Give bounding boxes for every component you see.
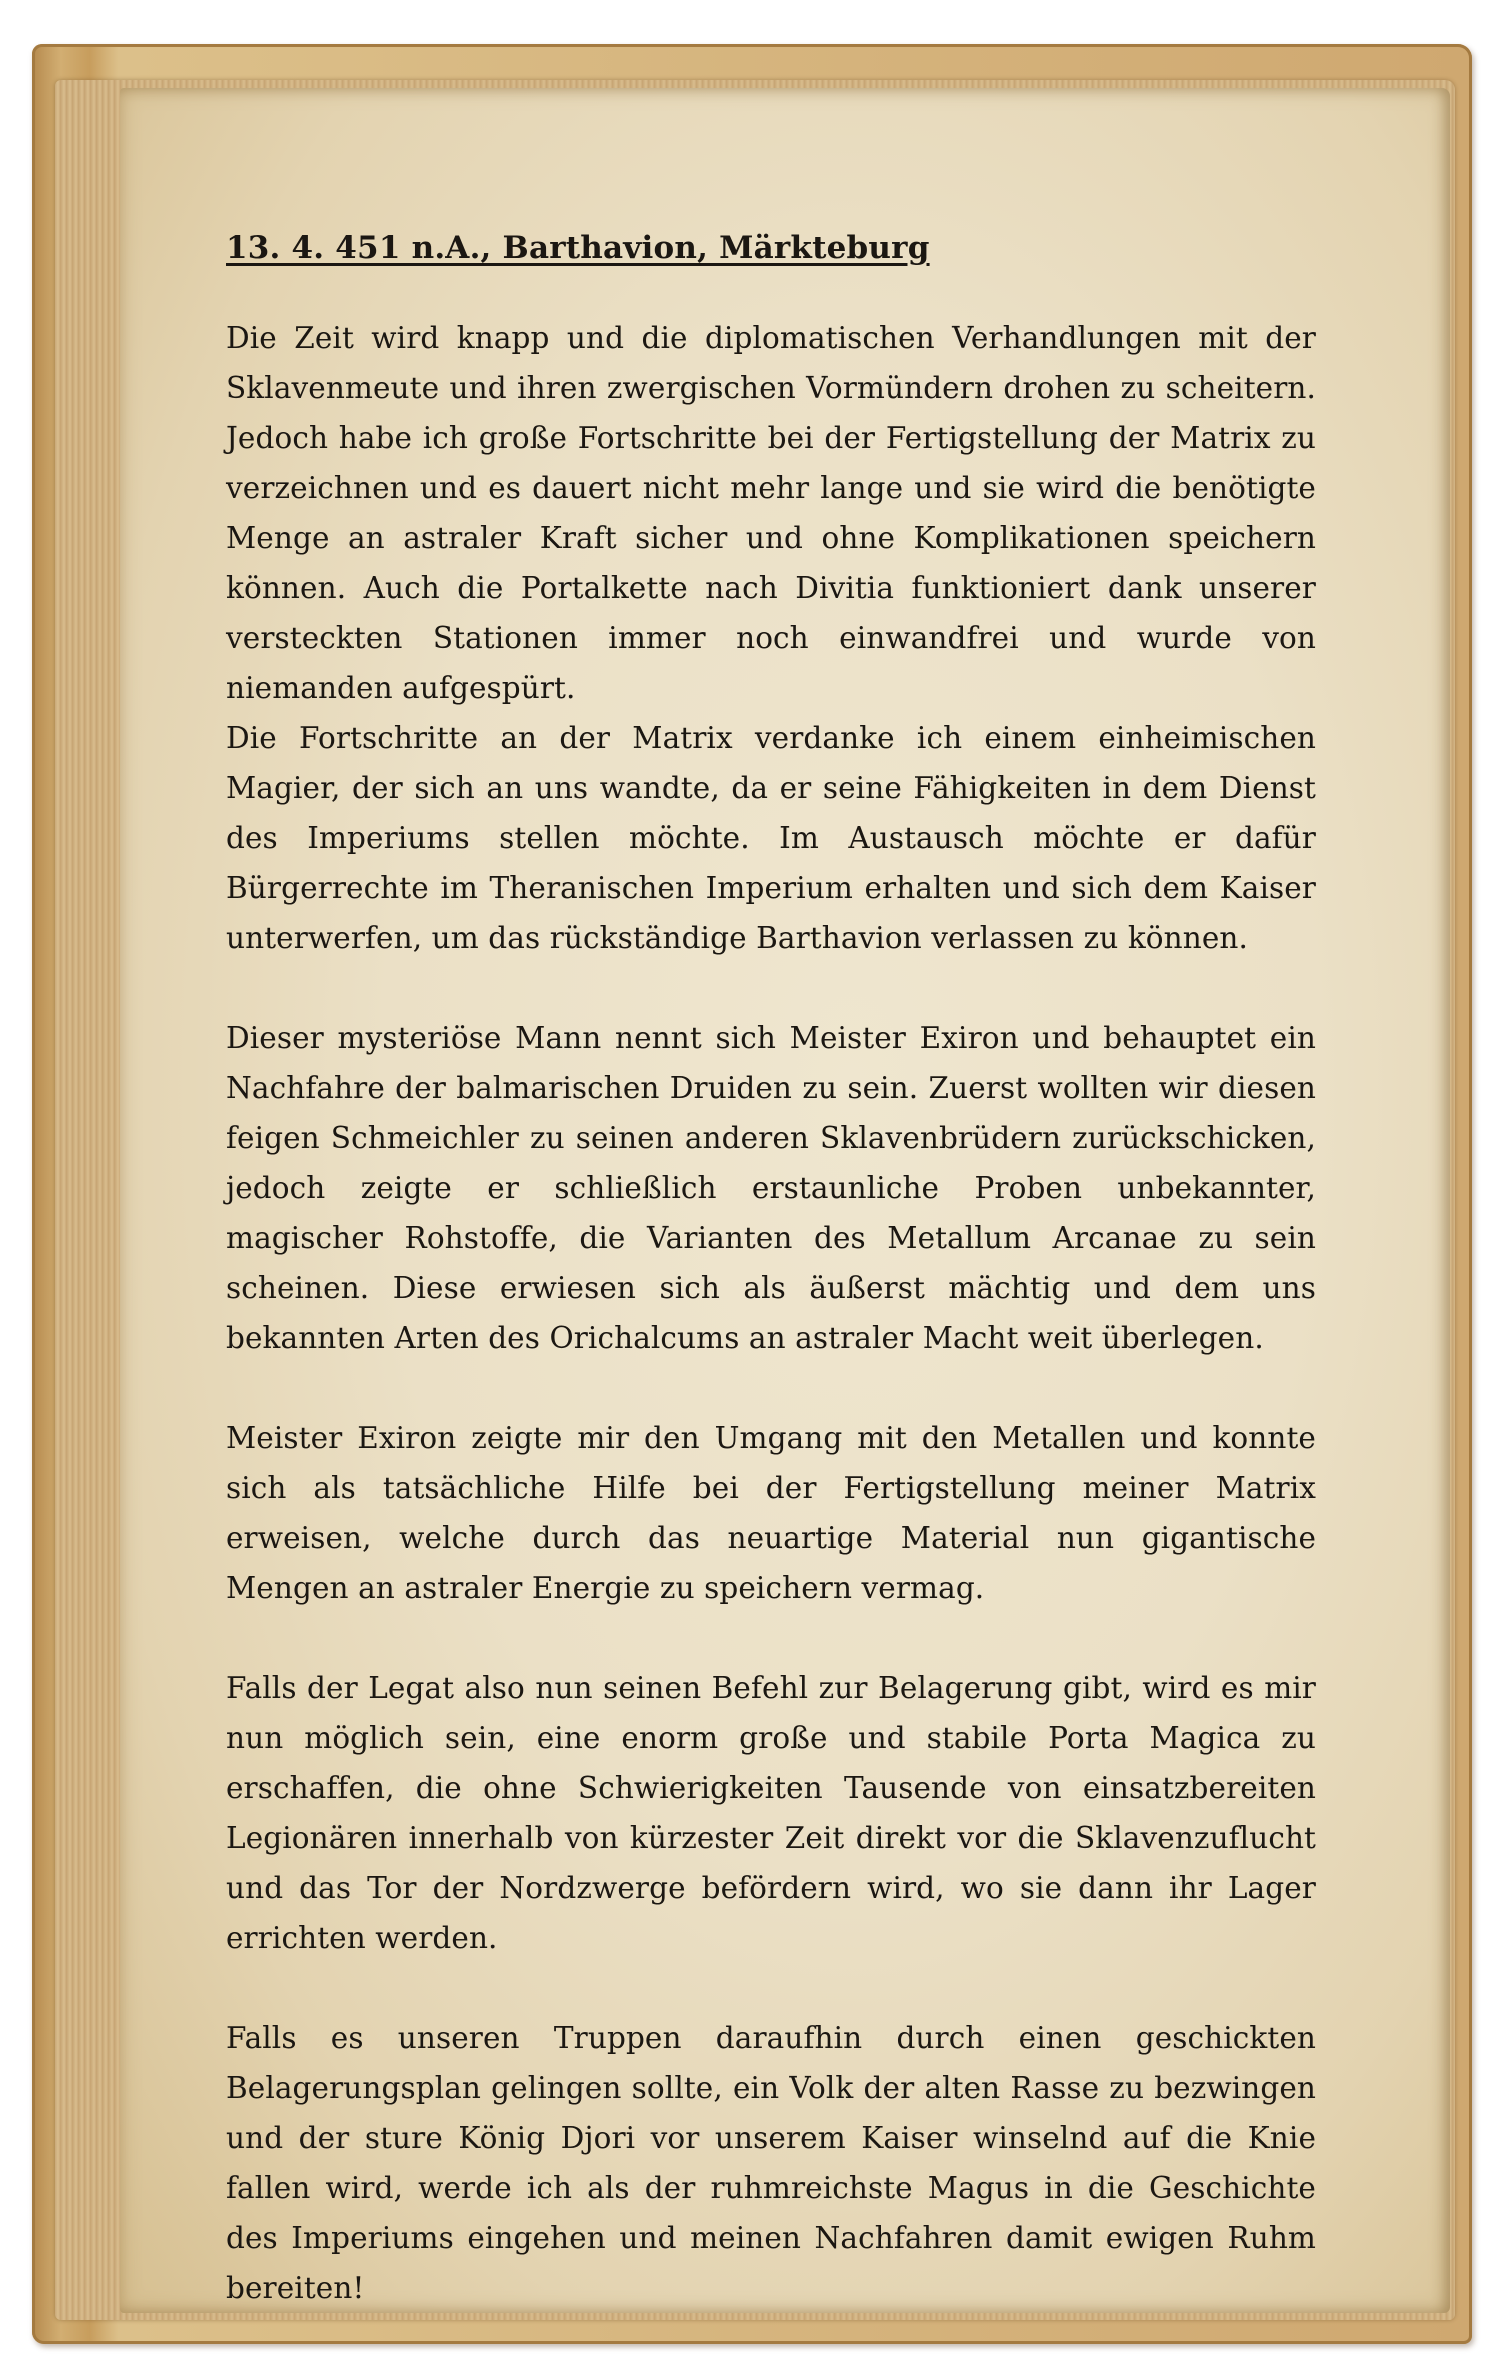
paragraph-3: Dieser mysteriöse Mann nennt sich Meister Exiron und behauptet ein Nachfahre der balmarischen Druiden zu sein. Zuerst wollten wir diesen feigen Schmeichler zu seinen anderen Sklavenbrüdern zurückschicken, jedoch zeigte er schließlich erstaunliche Proben unbekannter, magischer Rohstoffe, die Varianten des Metallum Arcanae zu sein scheinen. Diese erwiesen sich als äußerst mächtig und dem uns bekannten Arten des Orichalcums an astraler Macht weit überlegen. bbox=[226, 1021, 1316, 1355]
paragraph-1: Die Zeit wird knapp und die diplomatischen Verhandlungen mit der Sklavenmeute und ihren zwergischen Vormündern drohen zu scheitern. Jedoch habe ich große Fortschritte bei der Fertigstellung der Matrix zu verzeichnen und es dauert nicht mehr lange und sie wird die benötigte Menge an astraler Kraft sicher und ohne Komplikationen speichern können. Auch die Portalkette nach Divitia funktioniert dank unserer versteckten Stationen immer noch einwandfrei und wurde von niemanden aufgespürt. bbox=[226, 321, 1316, 705]
journal-entry bbox=[226, 225, 1316, 2313]
paragraph-5: Falls der Legat also nun seinen Befehl zur Belagerung gibt, wird es mir nun möglich sein, eine enorm große und stabile Porta Magica zu erschaffen, die ohne Schwierigkeiten Tausende von einsatzbereiten Legionären innerhalb von kürzester Zeit direkt vor die Sklavenzuflucht und das Tor der Nordzwerge befördern wird, wo sie dann ihr Lager errichten werden. bbox=[226, 1671, 1316, 1955]
entry-heading: 13. 4. 451 n.A., Barthavion, Märkteburg bbox=[226, 230, 930, 266]
paragraph-2: Die Fortschritte an der Matrix verdanke ich einem einheimischen Magier, der sich an uns wandte, da er seine Fähigkeiten in dem Dienst des Imperiums stellen möchte. Im Austausch möchte er dafür Bürgerrechte im Theranischen Imperium erhalten und sich dem Kaiser unterwerfen, um das rückständige Barthavion verlassen zu können. bbox=[226, 721, 1316, 955]
paragraph-6: Falls es unseren Truppen daraufhin durch einen geschickten Belagerungsplan gelingen sollte, ein Volk der alten Rasse zu bezwingen und der sture König Djori vor unserem Kaiser winselnd auf die Knie fallen wird, werde ich als der ruhmreichste Magus in die Geschichte des Imperiums eingehen und meinen Nachfahren damit ewigen Ruhm bereiten! bbox=[226, 2021, 1316, 2305]
paragraph-4: Meister Exiron zeigte mir den Umgang mit den Metallen und konnte sich als tatsächliche Hilfe bei der Fertigstellung meiner Matrix erweisen, welche durch das neuartige Material nun gigantische Mengen an astraler Energie zu speichern vermag. bbox=[226, 1421, 1316, 1605]
